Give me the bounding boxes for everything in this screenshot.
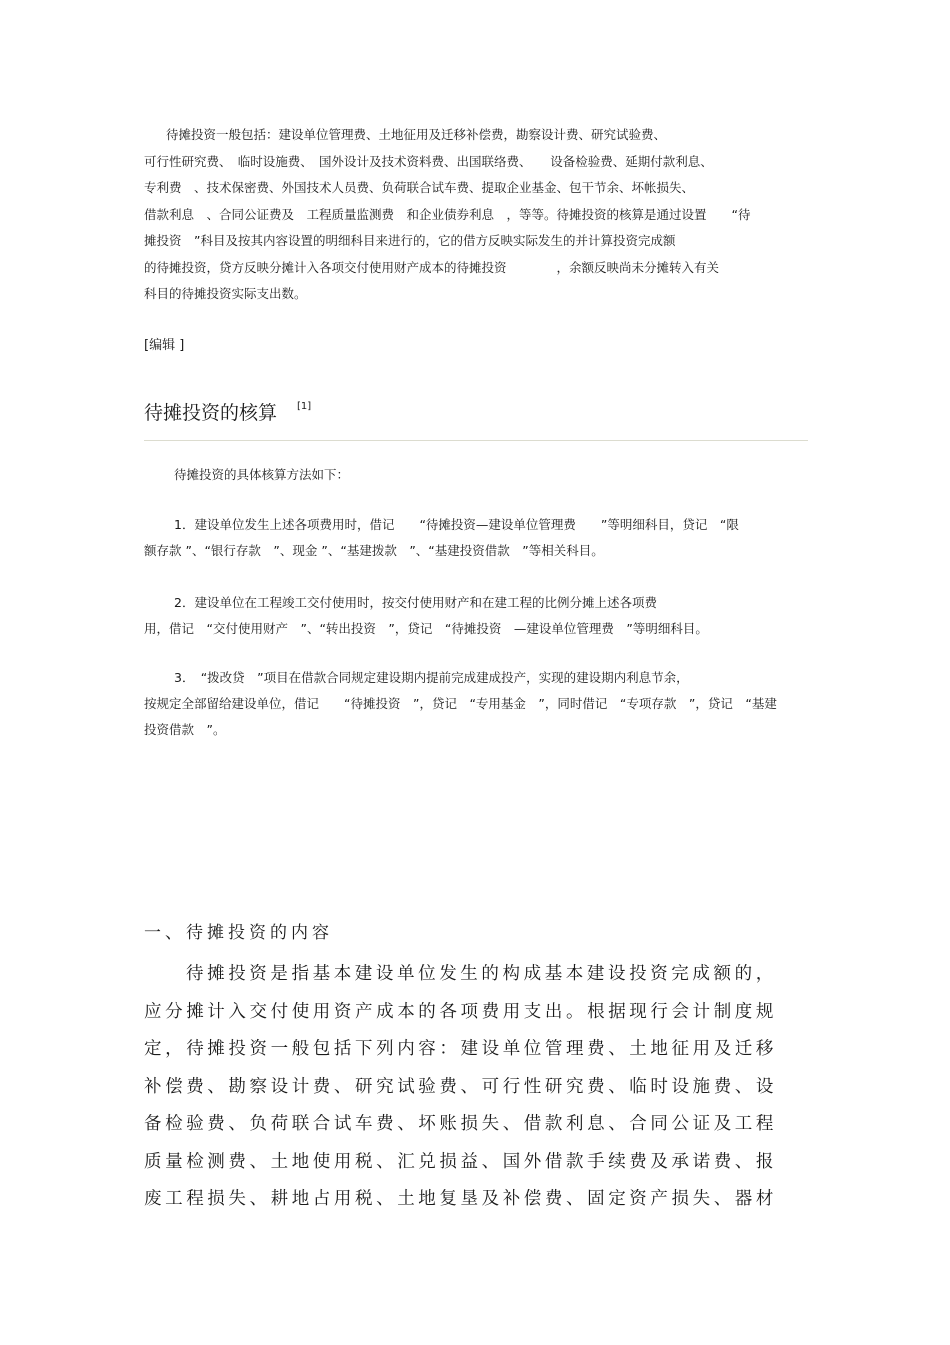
text-line: 摊投资 ”科目及按其内容设置的明细科目来进行的，它的借方反映实际发生的并计算投资完成额 — [144, 233, 676, 248]
method-item-3 — [144, 665, 808, 743]
text-line: 定，待摊投资一般包括下列内容：建设单位管理费、土地征用及迁移 — [144, 1039, 777, 1059]
text-line: 可行性研究费、 临时设施费、 国外设计及技术资料费、出国联络费、 设备检验费、延期付款利息、 — [144, 153, 713, 169]
part-one-paragraph — [144, 956, 808, 1219]
text-line: 质量检测费、土地使用税、汇兑损益、国外借款手续费及承诺费、报 — [144, 1151, 777, 1172]
text-line: 2．建设单位在工程竣工交付使用时，按交付使用财产和在建工程的比例分摊上述各项费 — [174, 595, 657, 610]
text-line: 的待摊投资，贷方反映分摊计入各项交付使用财产成本的待摊投资 ，余额反映尚未分摊转入有关 — [144, 259, 720, 275]
part-one-title: 一、待摊投资的内容 — [144, 923, 333, 943]
text-line: 科目的待摊投资实际支出数。 — [144, 286, 307, 301]
text-line: 专利费 、技术保密费、外国技术人员费、负荷联合试车费、提取企业基金、包干节余、坏帐损失、 — [144, 180, 695, 195]
text-line: 备检验费、负荷联合试车费、坏账损失、借款利息、合同公证及工程 — [144, 1114, 777, 1134]
text-line: 按规定全部留给建设单位，借记 “待摊投资 ”，贷记 “专用基金 ”，同时借记 “专项存款 ”，贷记 “基建 — [144, 696, 777, 711]
text-line: 1．建设单位发生上述各项费用时，借记 “待摊投资—建设单位管理费 ”等明细科目，贷记 “限 — [174, 517, 739, 532]
text-line: 用，借记 “交付使用财产 ”、“转出投资 ”，贷记 “待摊投资 —建设单位管理费 ”等明细科目。 — [144, 621, 708, 636]
text-line: 应分摊计入交付使用资产成本的各项费用支出。根据现行会计制度规 — [144, 1001, 777, 1022]
text-line: 废工程损失、耕地占用税、土地复垦及补偿费、固定资产损失、器材 — [144, 1189, 777, 1209]
reference-link[interactable]: [1] — [297, 401, 312, 412]
method-item-1 — [144, 512, 808, 564]
method-intro: 待摊投资的具体核算方法如下： — [174, 467, 350, 482]
section-title: 待摊投资的核算 — [144, 402, 278, 424]
text-line: 待摊投资是指基本建设单位发生的构成基本建设投资完成额的， — [186, 964, 777, 984]
intro-paragraph — [144, 122, 808, 308]
text-line: 借款利息 、合同公证费及 工程质量监测费 和企业债券利息 ，等等。待摊投资的核算是通过设置 “待 — [144, 206, 751, 222]
edit-link[interactable]: [编辑 ] — [144, 338, 185, 353]
text-line: 投资借款 ”。 — [144, 722, 226, 737]
section-heading — [144, 392, 808, 441]
method-item-2 — [144, 590, 808, 642]
text-line: 待摊投资一般包括：建设单位管理费、土地征用及迁移补偿费，勘察设计费、研究试验费、 — [166, 127, 667, 142]
text-line: 3． “拨改贷 ”项目在借款合同规定建设期内提前完成建成投产，实现的建设期内利息节余， — [174, 670, 689, 685]
text-line: 额存款 ”、“银行存款 ”、现金 ”、“基建拨款 ”、“基建投资借款 ”等相关科目。 — [144, 543, 604, 558]
text-line: 补偿费、勘察设计费、研究试验费、可行性研究费、临时设施费、设 — [144, 1076, 777, 1097]
